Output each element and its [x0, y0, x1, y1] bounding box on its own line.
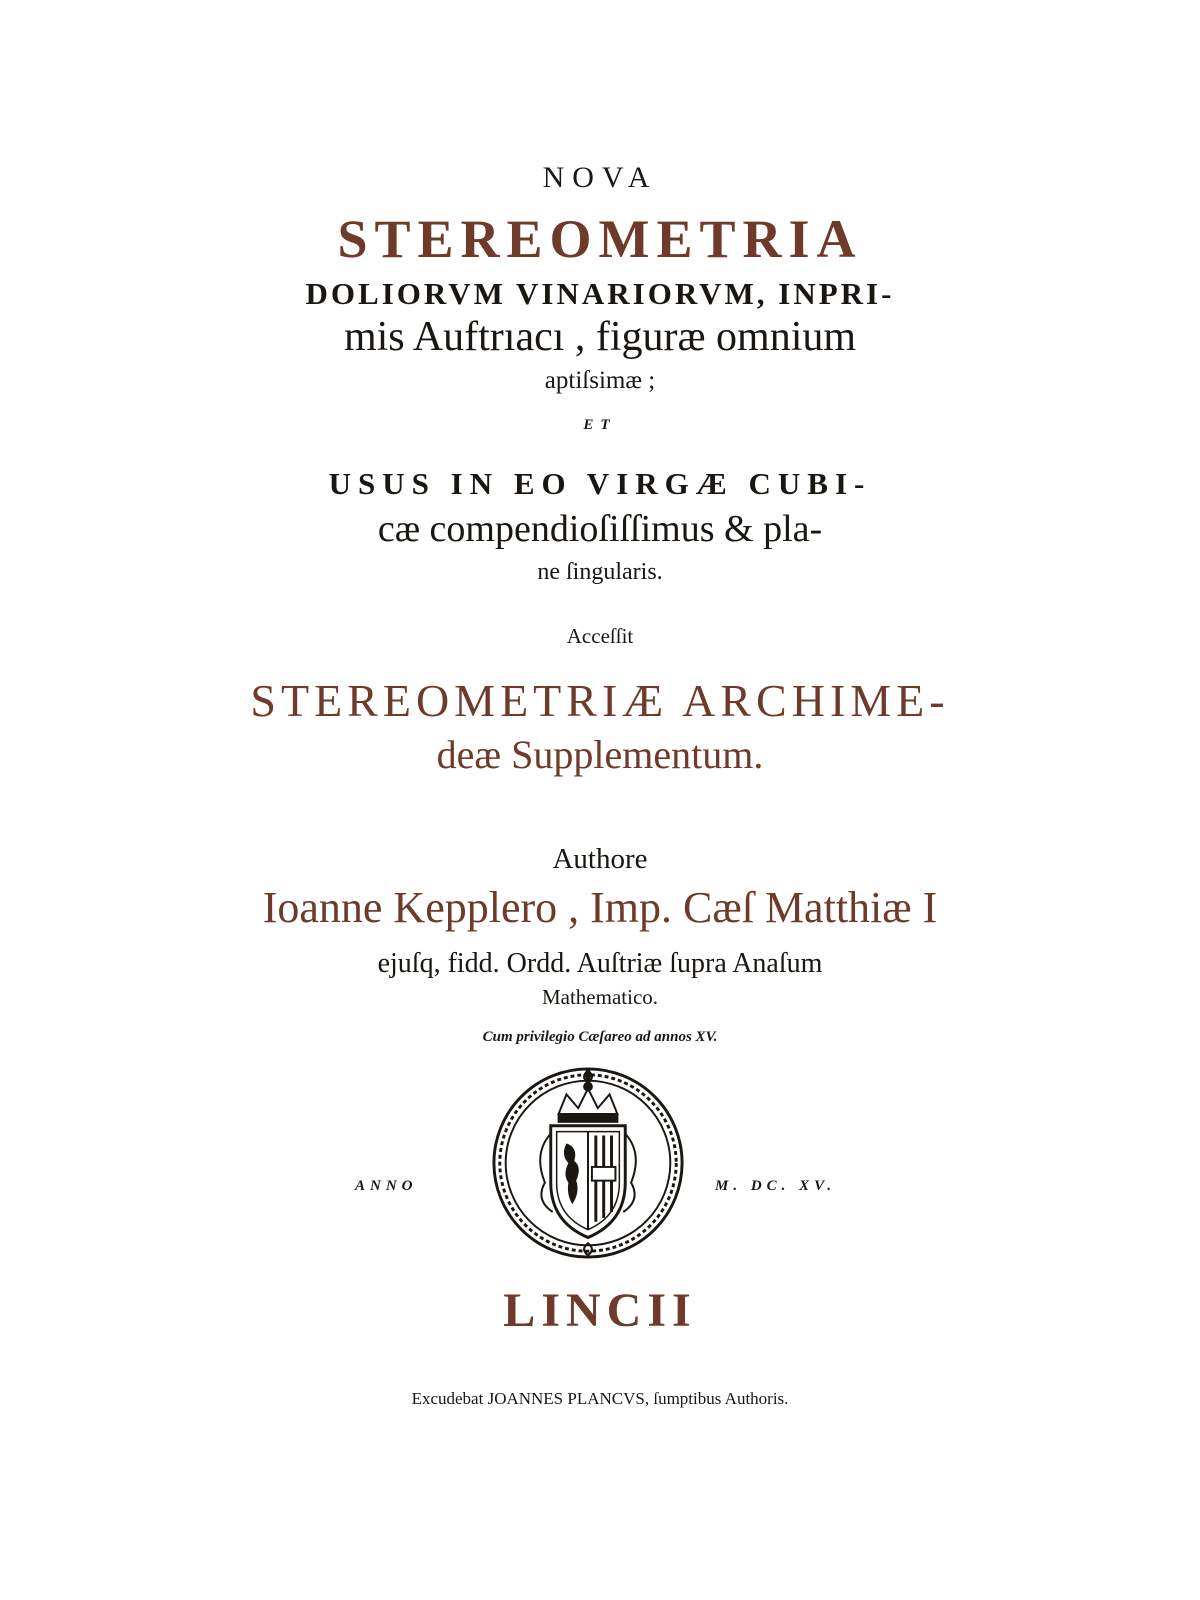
anno-label: ANNO — [355, 1178, 418, 1194]
author-name: Ioanne Kepplero , Imp. Cæſ Matthiæ I — [262, 883, 938, 932]
subtitle-singularis: ne ſingularis. — [537, 559, 663, 585]
subtitle-compendiosissimus: cæ compendioſiſſimus & pla- — [377, 508, 823, 550]
anno-year: M. DC. XV. — [715, 1178, 837, 1194]
title-supplementum: deæ Supplementum. — [436, 732, 764, 777]
conjunction-et: ET — [583, 417, 617, 433]
subtitle-doliorum: DOLIORVM VINARIORVM, INPRI- — [305, 276, 895, 311]
accessit-label: Acceſſit — [566, 624, 634, 648]
author-affiliation: ejuſq, fidd. Ordd. Auſtriæ ſupra Anaſum — [377, 948, 823, 979]
authore-label: Authore — [552, 843, 648, 875]
place-lincii: LINCII — [503, 1284, 697, 1337]
subtitle-mis: mis Auftrıacı , figuræ omnium — [343, 314, 857, 360]
subtitle-aptissimae: aptiſsimæ ; — [544, 367, 656, 394]
subtitle-usus: USUS IN EO VIRGÆ CUBI- — [328, 466, 872, 501]
title-stereometriae-archimedeae: STEREOMETRIÆ ARCHIME- — [250, 675, 950, 726]
author-title: Mathematico. — [541, 985, 659, 1009]
privilege-notice: Cum privilegio Cæſareo ad annos XV. — [482, 1029, 718, 1045]
heraldic-crest-wreath-icon — [490, 1065, 686, 1261]
printer-imprint: Excudebat JOANNES PLANCVS, ſumptibus Authoris. — [411, 1389, 789, 1408]
title-stereometria: STEREOMETRIA — [337, 209, 863, 269]
title-nova: NOVA — [542, 161, 658, 194]
